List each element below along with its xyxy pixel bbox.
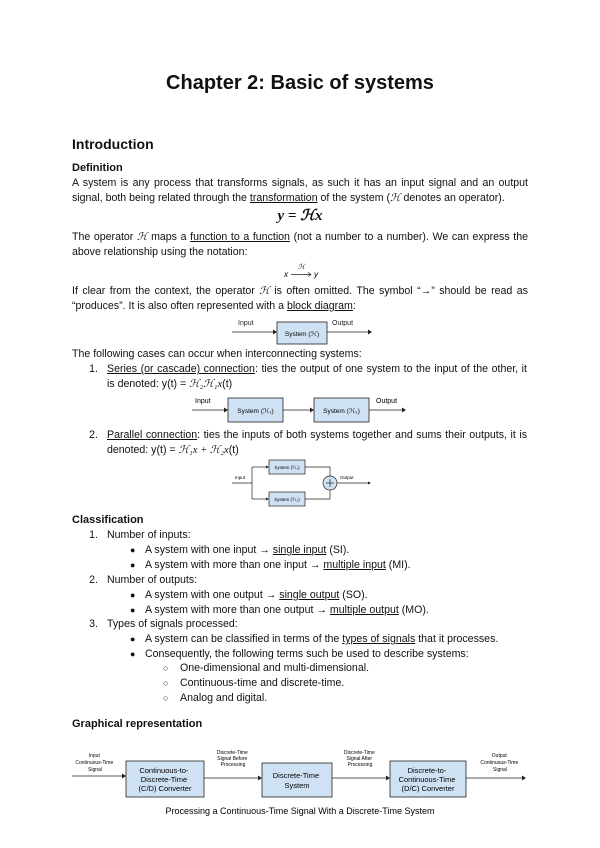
class-subsub-1: One-dimensional and multi-dimensional. (180, 662, 370, 674)
system-equation: y = ℋx (277, 208, 323, 224)
parallel-system2-label: System (ℋ₂) (274, 497, 300, 502)
sub-text-suffix: that it processes. (415, 633, 499, 645)
sub-text: A system with one output → (145, 589, 280, 601)
series-system1-label: System (ℋ₁) (237, 408, 274, 415)
gr-output-arrowhead (522, 776, 526, 781)
subheading-graphical-representation: Graphical representation (72, 718, 203, 730)
case2-suffix: (t) (228, 444, 239, 456)
case2-text (107, 428, 527, 458)
page-title: Chapter 2: Basic of systems (166, 72, 434, 94)
function-to-function-link[interactable]: function to a function (190, 231, 290, 243)
bullet: ● (130, 590, 136, 600)
block-input-label: Input (238, 320, 254, 327)
sub-text-suffix: (SO). (339, 589, 368, 601)
gr-mid2-line1: Discrete-Time (343, 750, 375, 756)
multiple-input-link[interactable]: multiple input (323, 559, 386, 571)
clear-text-2: is often omitted. The symbol “→” should be read as “produces”. It is also often represented with a (72, 285, 528, 312)
parallel-input-label: Input (235, 475, 246, 480)
parallel-output-label: Output (340, 475, 354, 480)
notation-operator: ℋ (298, 264, 305, 271)
case2-formula: ℋ₁x + ℋ₂x (178, 445, 229, 456)
circle-bullet: ○ (163, 693, 169, 703)
operator-text-2: maps a (147, 231, 191, 243)
series-connection-link[interactable]: Series (or cascade) connection (107, 363, 255, 375)
parallel-output-arrowhead (368, 482, 371, 485)
operator-text-3: (not a number to a number). We can express the above relationship using the notation: (72, 231, 528, 258)
operator-paragraph (72, 230, 528, 260)
class-item3-sub1 (145, 632, 498, 647)
gr-box2-line1: Discrete-Time (272, 771, 320, 780)
gr-box3-line3: (D/C) Converter (401, 784, 455, 793)
case1-number: 1. (89, 363, 98, 375)
class-item2-label: Number of outputs: (107, 574, 198, 586)
gr-dt-system-box (262, 763, 332, 797)
series-system2-label: System (ℋ₂) (323, 408, 360, 415)
parallel-bottom-to-sum (305, 490, 330, 499)
class-item1-sub2 (145, 558, 411, 573)
parallel-diagram (230, 457, 375, 509)
operator-symbol: ℋ (136, 232, 148, 243)
case1-text (107, 362, 527, 392)
clear-paragraph (72, 284, 528, 314)
definition-text-2: of the system ( (317, 192, 391, 204)
sub-text-suffix: (MO). (398, 604, 429, 616)
block-diagram (230, 316, 375, 348)
class-item2-sub1 (145, 588, 368, 603)
bullet: ● (130, 634, 136, 644)
block-output-label: Output (332, 320, 354, 327)
parallel-system1-label: System (ℋ₁) (274, 465, 300, 470)
series-diagram (190, 392, 410, 426)
gr-box3-line2: Continuous-Time (398, 775, 456, 784)
gr-box1-line3: (C/D) Converter (138, 784, 192, 793)
gr-output-line3: Signal (493, 767, 507, 773)
bullet: ● (130, 545, 136, 555)
gr-mid2-line2: Signal After (346, 756, 373, 762)
notation-x: x (284, 270, 288, 279)
clear-text: If clear from the context, the operator (72, 285, 260, 297)
gr-input-line3: Signal (88, 767, 102, 773)
gr-input-arrowhead (122, 774, 126, 779)
definition-text-3: denotes an operator). (400, 192, 505, 204)
gr-output-line1: Output (491, 753, 507, 759)
circle-bullet: ○ (163, 663, 169, 673)
sub-text: A system can be classified in terms of the (145, 633, 343, 645)
case1-suffix: (t) (222, 378, 233, 390)
bullet: ● (130, 560, 136, 570)
class-item1-sub1 (145, 543, 349, 558)
single-input-link[interactable]: single input (272, 544, 327, 556)
gr-mid1-arrowhead (258, 776, 262, 781)
cases-intro: The following cases can occur when interconnecting systems: (72, 348, 362, 360)
gr-input-line1: Input (88, 753, 100, 759)
sub-text: A system with one input → (145, 544, 273, 556)
case1-formula: ℋ₂ℋ₁x (189, 379, 223, 390)
gr-mid1-line1: Discrete-Time (216, 750, 248, 756)
gr-box3-line1: Discrete-to- (407, 766, 447, 775)
class-item1-label: Number of inputs: (107, 529, 191, 541)
parallel-bottom-arrowhead (266, 498, 269, 501)
block-diagram-link[interactable]: block diagram (286, 300, 353, 312)
block-output-arrowhead (368, 330, 372, 335)
class-item3-number: 3. (89, 618, 98, 630)
series-input-label: Input (195, 398, 211, 405)
sub-text-suffix: (SI). (326, 544, 350, 556)
gr-mid2-arrowhead (386, 776, 390, 781)
operator-symbol: ℋ (259, 286, 270, 297)
gr-box1-line1: Continuous-to- (139, 766, 189, 775)
gr-input-line2: Continuous-Time (75, 760, 114, 766)
class-item2-number: 2. (89, 574, 98, 586)
sub-text: A system with more than one output → (145, 604, 330, 616)
clear-text-3: : (352, 300, 356, 312)
subheading-definition: Definition (72, 162, 123, 174)
notation-y: y (314, 270, 318, 279)
series-input-arrowhead (224, 408, 228, 413)
notation-diagram (280, 262, 324, 282)
types-of-signals-link[interactable]: types of signals (342, 633, 416, 645)
gr-output-label (480, 753, 519, 773)
class-item3-sub2: Consequently, the following terms such be used to describe systems: (145, 648, 469, 660)
series-output-arrowhead (402, 408, 406, 413)
gr-input-label (75, 753, 114, 773)
gr-mid2-label (344, 750, 376, 768)
bullet: ● (130, 649, 136, 659)
section-heading-introduction: Introduction (72, 136, 154, 152)
parallel-top-arrowhead (266, 466, 269, 469)
operator-text: The operator (72, 231, 137, 243)
graphical-diagram (70, 748, 530, 822)
transformation-link[interactable]: transformation (249, 192, 318, 204)
single-output-link[interactable]: single output (279, 589, 340, 601)
parallel-top-to-sum (305, 467, 330, 476)
gr-caption: Processing a Continuous-Time Signal With a Discrete-Time System (165, 806, 435, 816)
class-item3-label: Types of signals processed: (107, 618, 238, 630)
block-system-label: System (ℋ) (284, 331, 320, 338)
class-subsub-2: Continuous-time and discrete-time. (180, 677, 345, 689)
sub-text-suffix: (MI). (385, 559, 411, 571)
subheading-classification: Classification (72, 514, 144, 526)
class-item1-number: 1. (89, 529, 98, 541)
gr-box1-line2: Discrete-Time (140, 775, 188, 784)
multiple-output-link[interactable]: multiple output (329, 604, 399, 616)
gr-mid1-line3: Processing (220, 762, 246, 768)
circle-bullet: ○ (163, 678, 169, 688)
case2-number: 2. (89, 429, 98, 441)
class-subsub-3: Analog and digital. (180, 692, 268, 704)
series-middle-arrowhead (310, 408, 314, 413)
definition-text: A system is any process that transforms signals, as such it has an input signal and an output signal, both being related through the (72, 177, 528, 204)
series-output-label: Output (376, 398, 398, 405)
gr-box2-line2: System (284, 781, 310, 790)
gr-cd-converter-label (139, 766, 192, 793)
gr-mid1-label (217, 750, 249, 768)
gr-mid1-line2: Signal Before (217, 756, 248, 762)
gr-mid2-line3: Processing (347, 762, 373, 768)
definition-paragraph (72, 176, 528, 206)
block-input-arrowhead (273, 330, 277, 335)
class-item2-sub2 (145, 603, 429, 618)
operator-symbol: ℋ (390, 193, 401, 204)
sub-text: A system with more than one input → (145, 559, 324, 571)
case1-description: : ties the output of one system to the input of the other, it is denoted: y(t) = (107, 363, 527, 390)
parallel-connection-link[interactable]: Parallel connection (107, 429, 198, 441)
gr-output-line2: Continuous-Time (480, 760, 519, 766)
bullet: ● (130, 605, 136, 615)
case2-description: : ties the inputs of both systems together and sums their outputs, it is denoted: y(t) = (107, 429, 527, 456)
